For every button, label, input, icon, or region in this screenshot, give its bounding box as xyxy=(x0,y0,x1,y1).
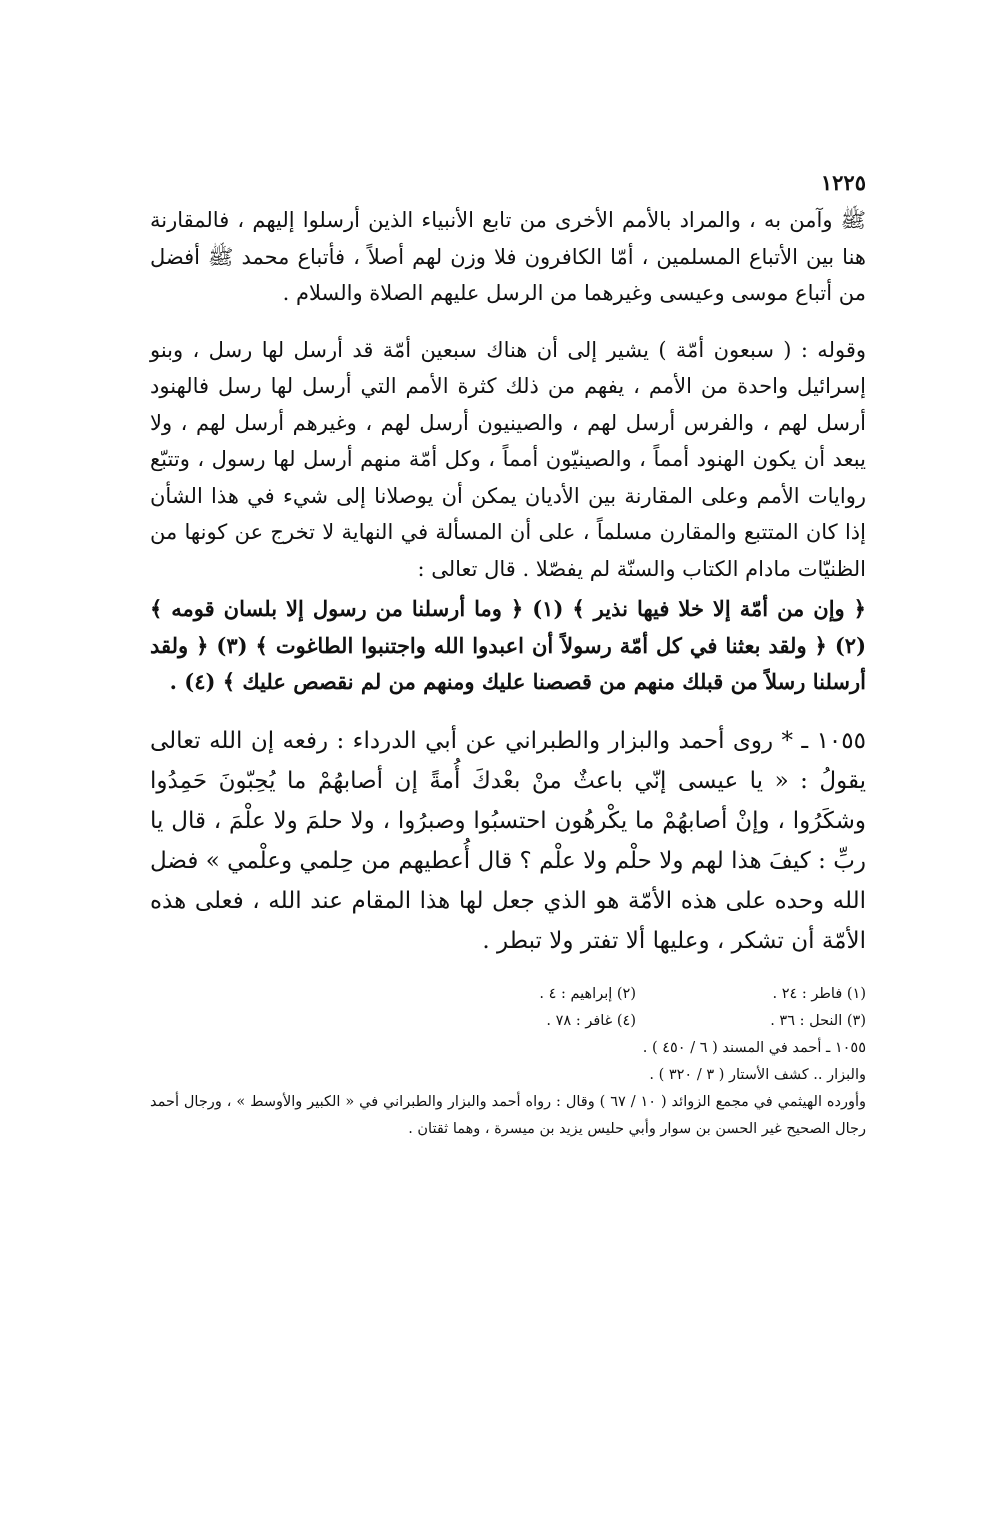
footnote-source-musnad: ١٠٥٥ ـ أحمد في المسند ( ٦ / ٤٥٠ ) . xyxy=(642,1039,866,1056)
footnote-source-haythami: وأورده الهيثمي في مجمع الزوائد ( ١٠ / ٦٧ ) وقال : رواه أحمد والبزار والطبراني في « الكبير والأوسط » ، ورجال أحمد رجال الصحيح غير الحسن بن سوار وأبي حليس يزيد بن ميسرة ، وهما ثقتان . xyxy=(150,1093,867,1137)
footnote-4: (٤) غافر : ٧٨ . xyxy=(546,1012,636,1029)
paragraph-seventy-nations: وقوله : ( سبعون أمّة ) يشير إلى أن هناك سبعين أمّة قد أرسل لها رسل ، وبنو إسرائيل واحدة من الأمم ، يفهم من ذلك كثرة الأمم التي أرسل لها رسل فالهنود أرسل لهم ، والفرس أرسل لهم ، والصينيون أرسل لهم ، وغيرهم أرسل لهم ، ولا يبعد أن يكون الهنود أمماً ، والصينيّون أمماً ، وكل أمّة منهم أرسل لها رسول ، وتتبّع روايات الأمم وعلى المقارنة بين الأديان يمكن أن يوصلانا إلى شيء في هذا الشأن إذا كان المتتبع والمقارن مسلماً ، على أن المسألة في النهاية لا تخرج عن كونها من الظنيّات مادام الكتاب والسنّة لم يفصّلا . قال تعالى : xyxy=(150,337,866,581)
paragraph-gap xyxy=(150,312,866,332)
footnote-source-bazzar: والبزار .. كشف الأستار ( ٣ / ٣٢٠ ) . xyxy=(649,1066,866,1083)
hadith-1055: ١٠٥٥ ـ * روى أحمد والبزار والطبراني عن أبي الدرداء : رفعه إن الله تعالى يقولُ : « يا عيسى إنّي باعثٌ منْ بعْدكَ أُمةً إن أصابهُمْ ما يُحِبّونَ حَمِدُوا وشكَرُوا ، وإنْ أصابهُمْ ما يكْرهُون احتسبُوا وصبرُوا ، ولا حلمَ ولا علْمَ ، قال يا ربِّ : كيفَ هذا لهم ولا حلْم ولا علْم ؟ قال أُعطيهم من حِلمي وعلْمي » فضل الله وحده على هذه الأمّة هو الذي جعل لها هذا المقام عند الله ، فعلى هذه الأمّة أن تشكر ، وعليها ألا تفتر ولا تبطر . xyxy=(150,727,866,954)
paragraph-gap xyxy=(150,701,866,721)
footnote-2: (٢) إبراهيم : ٤ . xyxy=(539,985,636,1002)
paragraph-commentary: ﷺ وآمن به ، والمراد بالأمم الأخرى من تابع الأنبياء الذين أرسلوا إليهم ، فالمقارنة هنا بين الأتباع المسلمين ، أمّا الكافرون فلا وزن لهم أصلاً ، فأتباع محمد ﷺ أفضل من أتباع موسى وعيسى وغيرهما من الرسل عليهم الصلاة والسلام . xyxy=(150,208,866,305)
page-number: ١٢٢٥ xyxy=(820,170,866,195)
footnote-3: (٣) النحل : ٣٦ . xyxy=(770,1012,866,1029)
footnotes xyxy=(150,981,866,1143)
footnote-row xyxy=(150,981,866,1008)
book-page xyxy=(150,170,866,1143)
footnote-row xyxy=(150,1008,866,1035)
footnote-1: (١) فاطر : ٢٤ . xyxy=(772,985,866,1002)
quran-verses: ﴿ وإن من أمّة إلا خلا فيها نذير ﴾ (١) ﴿ وما أرسلنا من رسول إلا بلسان قومه ﴾ (٢) ﴿ ولقد بعثنا في كل أمّة رسولاً أن اعبدوا الله واجتنبوا الطاغوت ﴾ (٣) ﴿ ولقد أرسلنا رسلاً من قبلك منهم من قصصنا عليك ومنهم من لم نقصص عليك ﴾ (٤) . xyxy=(150,596,866,694)
